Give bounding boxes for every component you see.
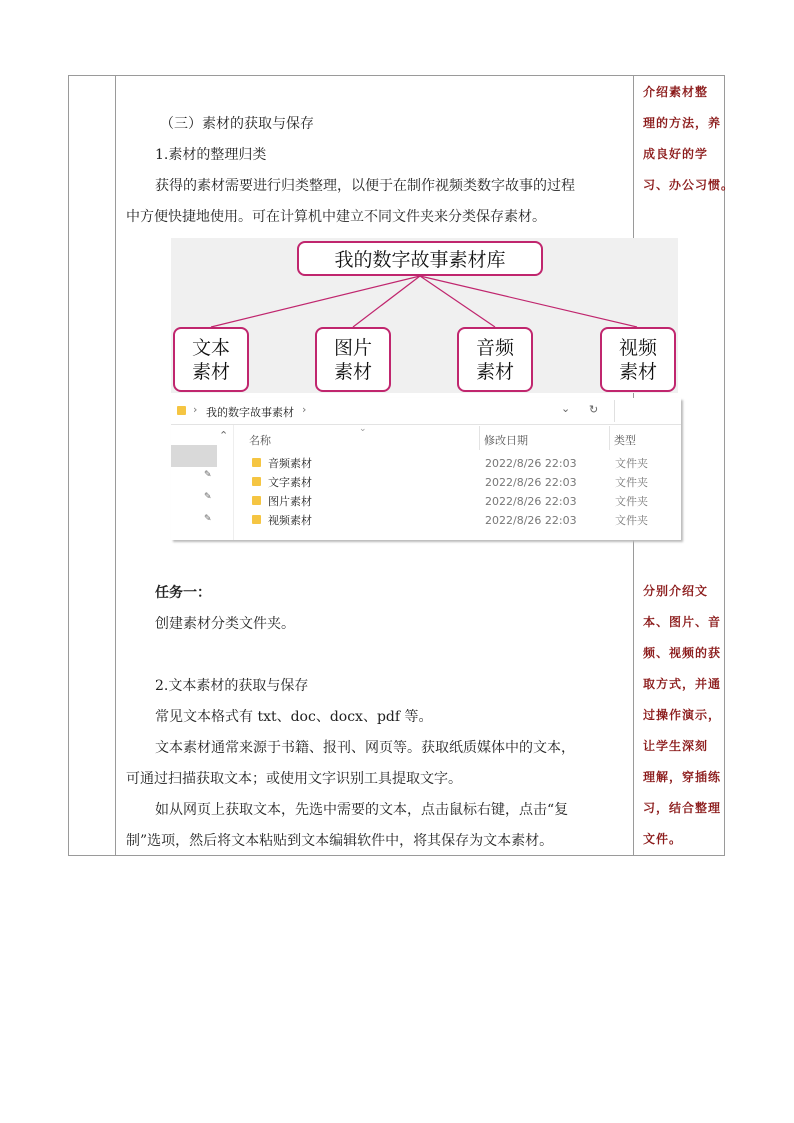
file-date: 2022/8/26 22:03	[485, 514, 577, 527]
paragraph-3-line-1: 文本素材通常来源于书籍、报刊、网页等。获取纸质媒体中的文本，	[155, 740, 575, 756]
file-date: 2022/8/26 22:03	[485, 495, 577, 508]
pin-icon: ✎	[204, 470, 212, 480]
subheading-1: 1.素材的整理归类	[155, 147, 267, 163]
side-note-line: 文件。	[643, 832, 683, 846]
chevron-down-icon[interactable]: ⌄	[561, 402, 571, 415]
paragraph-1-line-2: 中方便快捷地使用。可在计算机中建立不同文件夹来分类保存素材。	[126, 209, 546, 225]
file-explorer	[171, 398, 681, 540]
task-label: 任务一：	[155, 585, 211, 601]
column-header-type[interactable]: 类型	[614, 434, 636, 447]
chevron-right-icon: ›	[193, 403, 198, 416]
breadcrumb[interactable]: 我的数字故事素材	[206, 406, 294, 419]
lesson-table	[68, 75, 735, 856]
connector-line	[211, 276, 420, 327]
file-name: 文字素材	[268, 476, 312, 489]
file-type: 文件夹	[615, 495, 648, 508]
file-date: 2022/8/26 22:03	[485, 457, 577, 470]
file-name: 图片素材	[268, 495, 312, 508]
paragraph-4-line-1: 如从网页上获取文本，先选中需要的文本，点击鼠标右键，点击“复	[155, 802, 569, 818]
diagram-node-text: 文本素材	[173, 327, 249, 392]
side-note-line: 理的方法，养	[643, 116, 722, 130]
side-note-line: 习，结合整理	[643, 801, 722, 815]
file-name: 视频素材	[268, 514, 312, 527]
file-date: 2022/8/26 22:03	[485, 476, 577, 489]
folder-icon	[252, 458, 261, 467]
connector-line	[420, 276, 637, 327]
column-divider	[115, 76, 116, 855]
side-note-line: 习、办公习惯。	[643, 178, 735, 192]
nav-selected-item[interactable]	[171, 445, 217, 467]
side-note-line: 取方式，并通	[643, 677, 722, 691]
scroll-up-icon[interactable]: ⌃	[219, 429, 229, 442]
pin-icon: ✎	[204, 492, 212, 502]
column-separator	[479, 426, 480, 450]
side-note-line: 过操作演示，	[643, 708, 722, 722]
refresh-icon[interactable]: ↻	[589, 403, 599, 416]
file-name: 音频素材	[268, 457, 312, 470]
paragraph-3-line-2: 可通过扫描获取文本；或使用文字识别工具提取文字。	[126, 771, 462, 787]
subheading-2: 2.文本素材的获取与保存	[155, 678, 309, 694]
file-type: 文件夹	[615, 476, 648, 489]
column-header-date[interactable]: 修改日期	[484, 434, 528, 447]
file-type: 文件夹	[615, 514, 648, 527]
file-row[interactable]	[249, 472, 679, 491]
side-note-2	[643, 576, 722, 855]
file-type: 文件夹	[615, 457, 648, 470]
address-bar	[171, 398, 681, 425]
side-note-line: 让学生深刻	[643, 739, 709, 753]
side-note-line: 成良好的学	[643, 147, 709, 161]
side-note-1	[643, 77, 735, 201]
folder-icon	[252, 515, 261, 524]
paragraph-1-line-1: 获得的素材需要进行归类整理，以便于在制作视频类数字故事的过程	[155, 178, 575, 194]
side-note-line: 频、视频的获	[643, 646, 722, 660]
folder-structure-diagram	[171, 238, 678, 393]
column-separator	[609, 426, 610, 450]
side-note-line: 本、图片、音	[643, 615, 722, 629]
file-row[interactable]	[249, 453, 679, 472]
side-note-line: 理解，穿插练	[643, 770, 722, 784]
connector-line	[420, 276, 495, 327]
search-box[interactable]	[614, 400, 681, 422]
navigation-pane	[171, 425, 234, 540]
side-note-line: 分别介绍文	[643, 584, 709, 598]
file-row[interactable]	[249, 491, 679, 510]
folder-icon	[252, 477, 261, 486]
pin-icon: ✎	[204, 514, 212, 524]
task-text: 创建素材分类文件夹。	[155, 616, 295, 632]
column-header-name[interactable]: 名称	[249, 434, 271, 447]
diagram-node-image: 图片素材	[315, 327, 391, 392]
paragraph-4-line-2: 制”选项，然后将文本粘贴到文本编辑软件中，将其保存为文本素材。	[126, 833, 554, 849]
chevron-right-icon: ›	[302, 403, 307, 416]
section-heading: （三）素材的获取与保存	[160, 116, 314, 132]
diagram-root-node: 我的数字故事素材库	[297, 241, 543, 276]
paragraph-2: 常见文本格式有 txt、doc、docx、pdf 等。	[155, 709, 433, 725]
side-note-line: 介绍素材整	[643, 85, 709, 99]
folder-icon	[177, 406, 186, 415]
sort-chevron-icon: ⌄	[359, 424, 367, 434]
folder-icon	[252, 496, 261, 505]
file-row[interactable]	[249, 510, 679, 529]
diagram-node-audio: 音频素材	[457, 327, 533, 392]
diagram-node-video: 视频素材	[600, 327, 676, 392]
